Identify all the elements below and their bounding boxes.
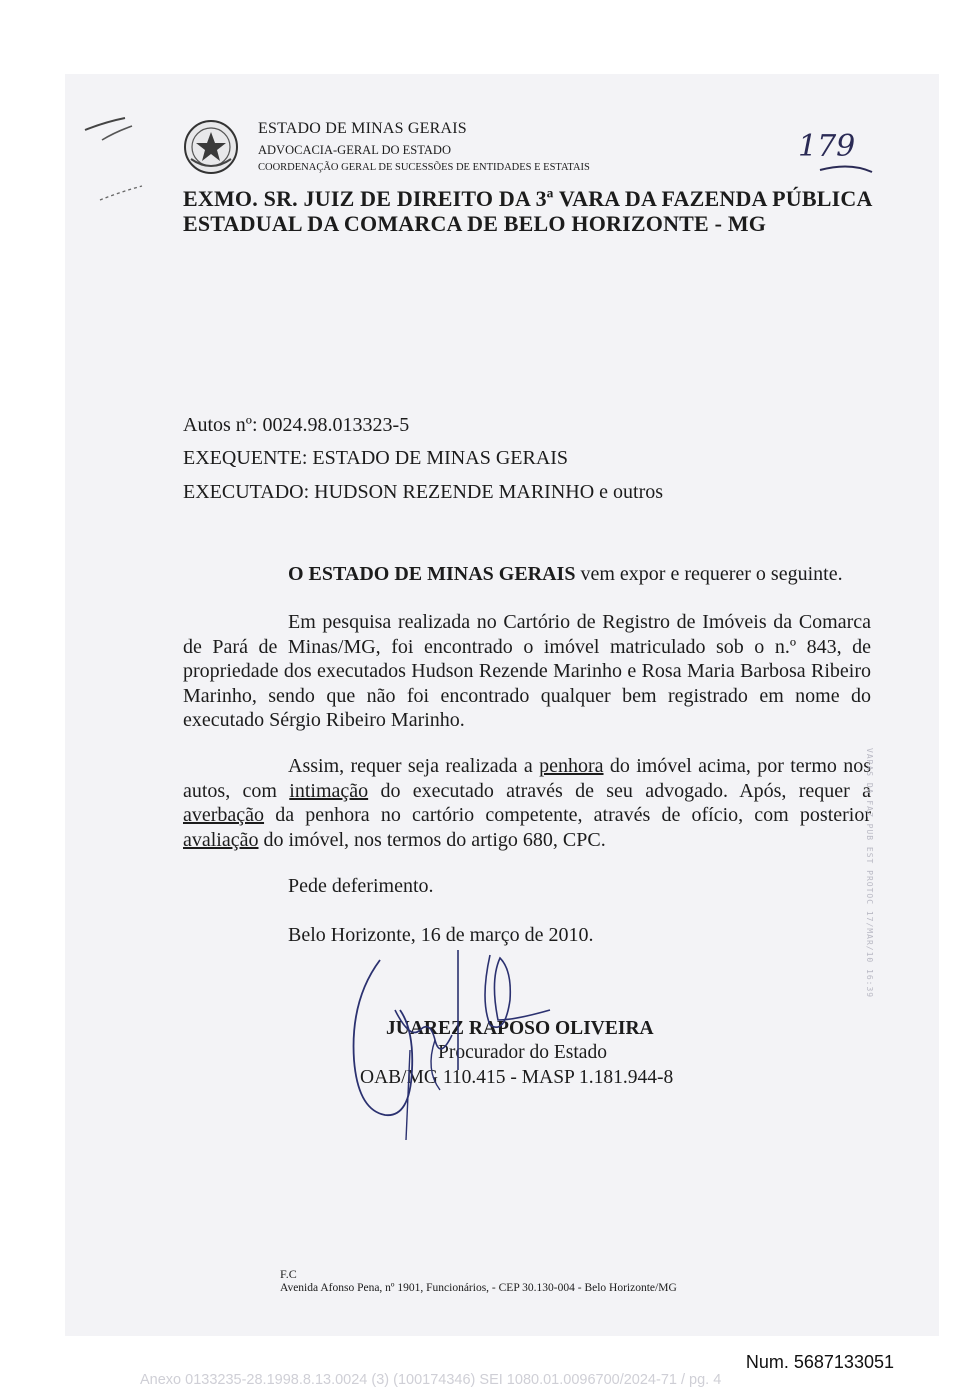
intro-line (288, 563, 843, 586)
addressee-line-2: ESTADUAL DA COMARCA DE BELO HORIZONTE - MG (183, 211, 767, 236)
p2-underline-intimacao: intimação (289, 779, 369, 802)
pen-marks (80, 100, 180, 260)
p2-underline-avaliacao: avaliação (183, 828, 259, 851)
signer-registration: OAB/MG 110.415 - MASP 1.181.944-8 (360, 1067, 674, 1088)
handwritten-signature (340, 940, 580, 1150)
coat-of-arms-icon (183, 119, 239, 175)
p2-underline-averbacao: averbação (183, 804, 265, 826)
handwritten-page-number (790, 122, 880, 182)
case-executado: EXECUTADO: HUDSON REZENDE MARINHO e outros (183, 481, 664, 503)
footer-address: Avenida Afonso Pena, nº 1901, Funcionários, - CEP 30.130-004 - Belo Horizonte/MG (280, 1282, 677, 1294)
header-coordination: COORDENAÇÃO GERAL DE SUCESSÕES DE ENTIDADES E ESTATAIS (258, 162, 590, 173)
p2-underline-penhora: penhora (539, 755, 604, 777)
document-number: Num. 5687133051 (745, 1352, 894, 1372)
p2-text-c: do executado através de seu advogado. Após, requer a (368, 779, 872, 802)
addressee-line-1: EXMO. SR. JUIZ DE DIREITO DA 3ª VARA DA FAZENDA PÚBLICA (183, 186, 873, 211)
paragraph-1-text: Em pesquisa realizada no Cartório de Registro de Imóveis da Comarca de Pará de Minas/MG, foi encontrado o imóvel matriculado sob o n.º 843, de propriedade dos executados Hudson Rezende Marinho e Rosa Maria Barbosa Ribeiro Marinho, sendo que não foi encontrado qualquer bem registrado em nome do executado Sérgio Ribeiro Marinho. (183, 611, 871, 731)
protocol-stamp: VARAS DA FAZ PUB EST PROTOC 17/MAR/10 16:39 (865, 748, 874, 999)
annex-reference: Anexo 0133235-28.1998.8.13.0024 (3) (100174346) SEI 1080.01.0096700/2024-71 / pg. 4 (140, 1372, 722, 1388)
p2-text-b: do imóvel acima, por termo nos autos, com (183, 755, 872, 802)
p2-text-e: do imóvel, nos termos do artigo 680, CPC. (258, 828, 606, 851)
header-agency: ADVOCACIA-GERAL DO ESTADO (258, 143, 451, 157)
case-exequente: EXEQUENTE: ESTADO DE MINAS GERAIS (183, 447, 569, 469)
header-state: ESTADO DE MINAS GERAIS (258, 120, 467, 137)
date-line: Belo Horizonte, 16 de março de 2010. (288, 924, 594, 946)
p2-text-d: da penhora no cartório competente, através de ofício, com posterior (264, 804, 871, 826)
paragraph-1 (183, 610, 871, 733)
p2-text-a: Assim, requer seja realizada a (288, 755, 540, 777)
intro-bold: O ESTADO DE MINAS GERAIS (288, 563, 576, 585)
footer-code: F.C (280, 1267, 297, 1281)
closing: Pede deferimento. (288, 875, 434, 897)
signer-name: JUAREZ RAPOSO OLIVEIRA (386, 1018, 654, 1039)
svg-text:179: 179 (798, 129, 856, 164)
case-number: Autos nº: 0024.98.013323-5 (183, 414, 410, 436)
paragraph-2 (183, 754, 871, 852)
intro-rest: vem expor e requerer o seguinte. (575, 563, 843, 585)
signer-title: Procurador do Estado (438, 1042, 607, 1063)
